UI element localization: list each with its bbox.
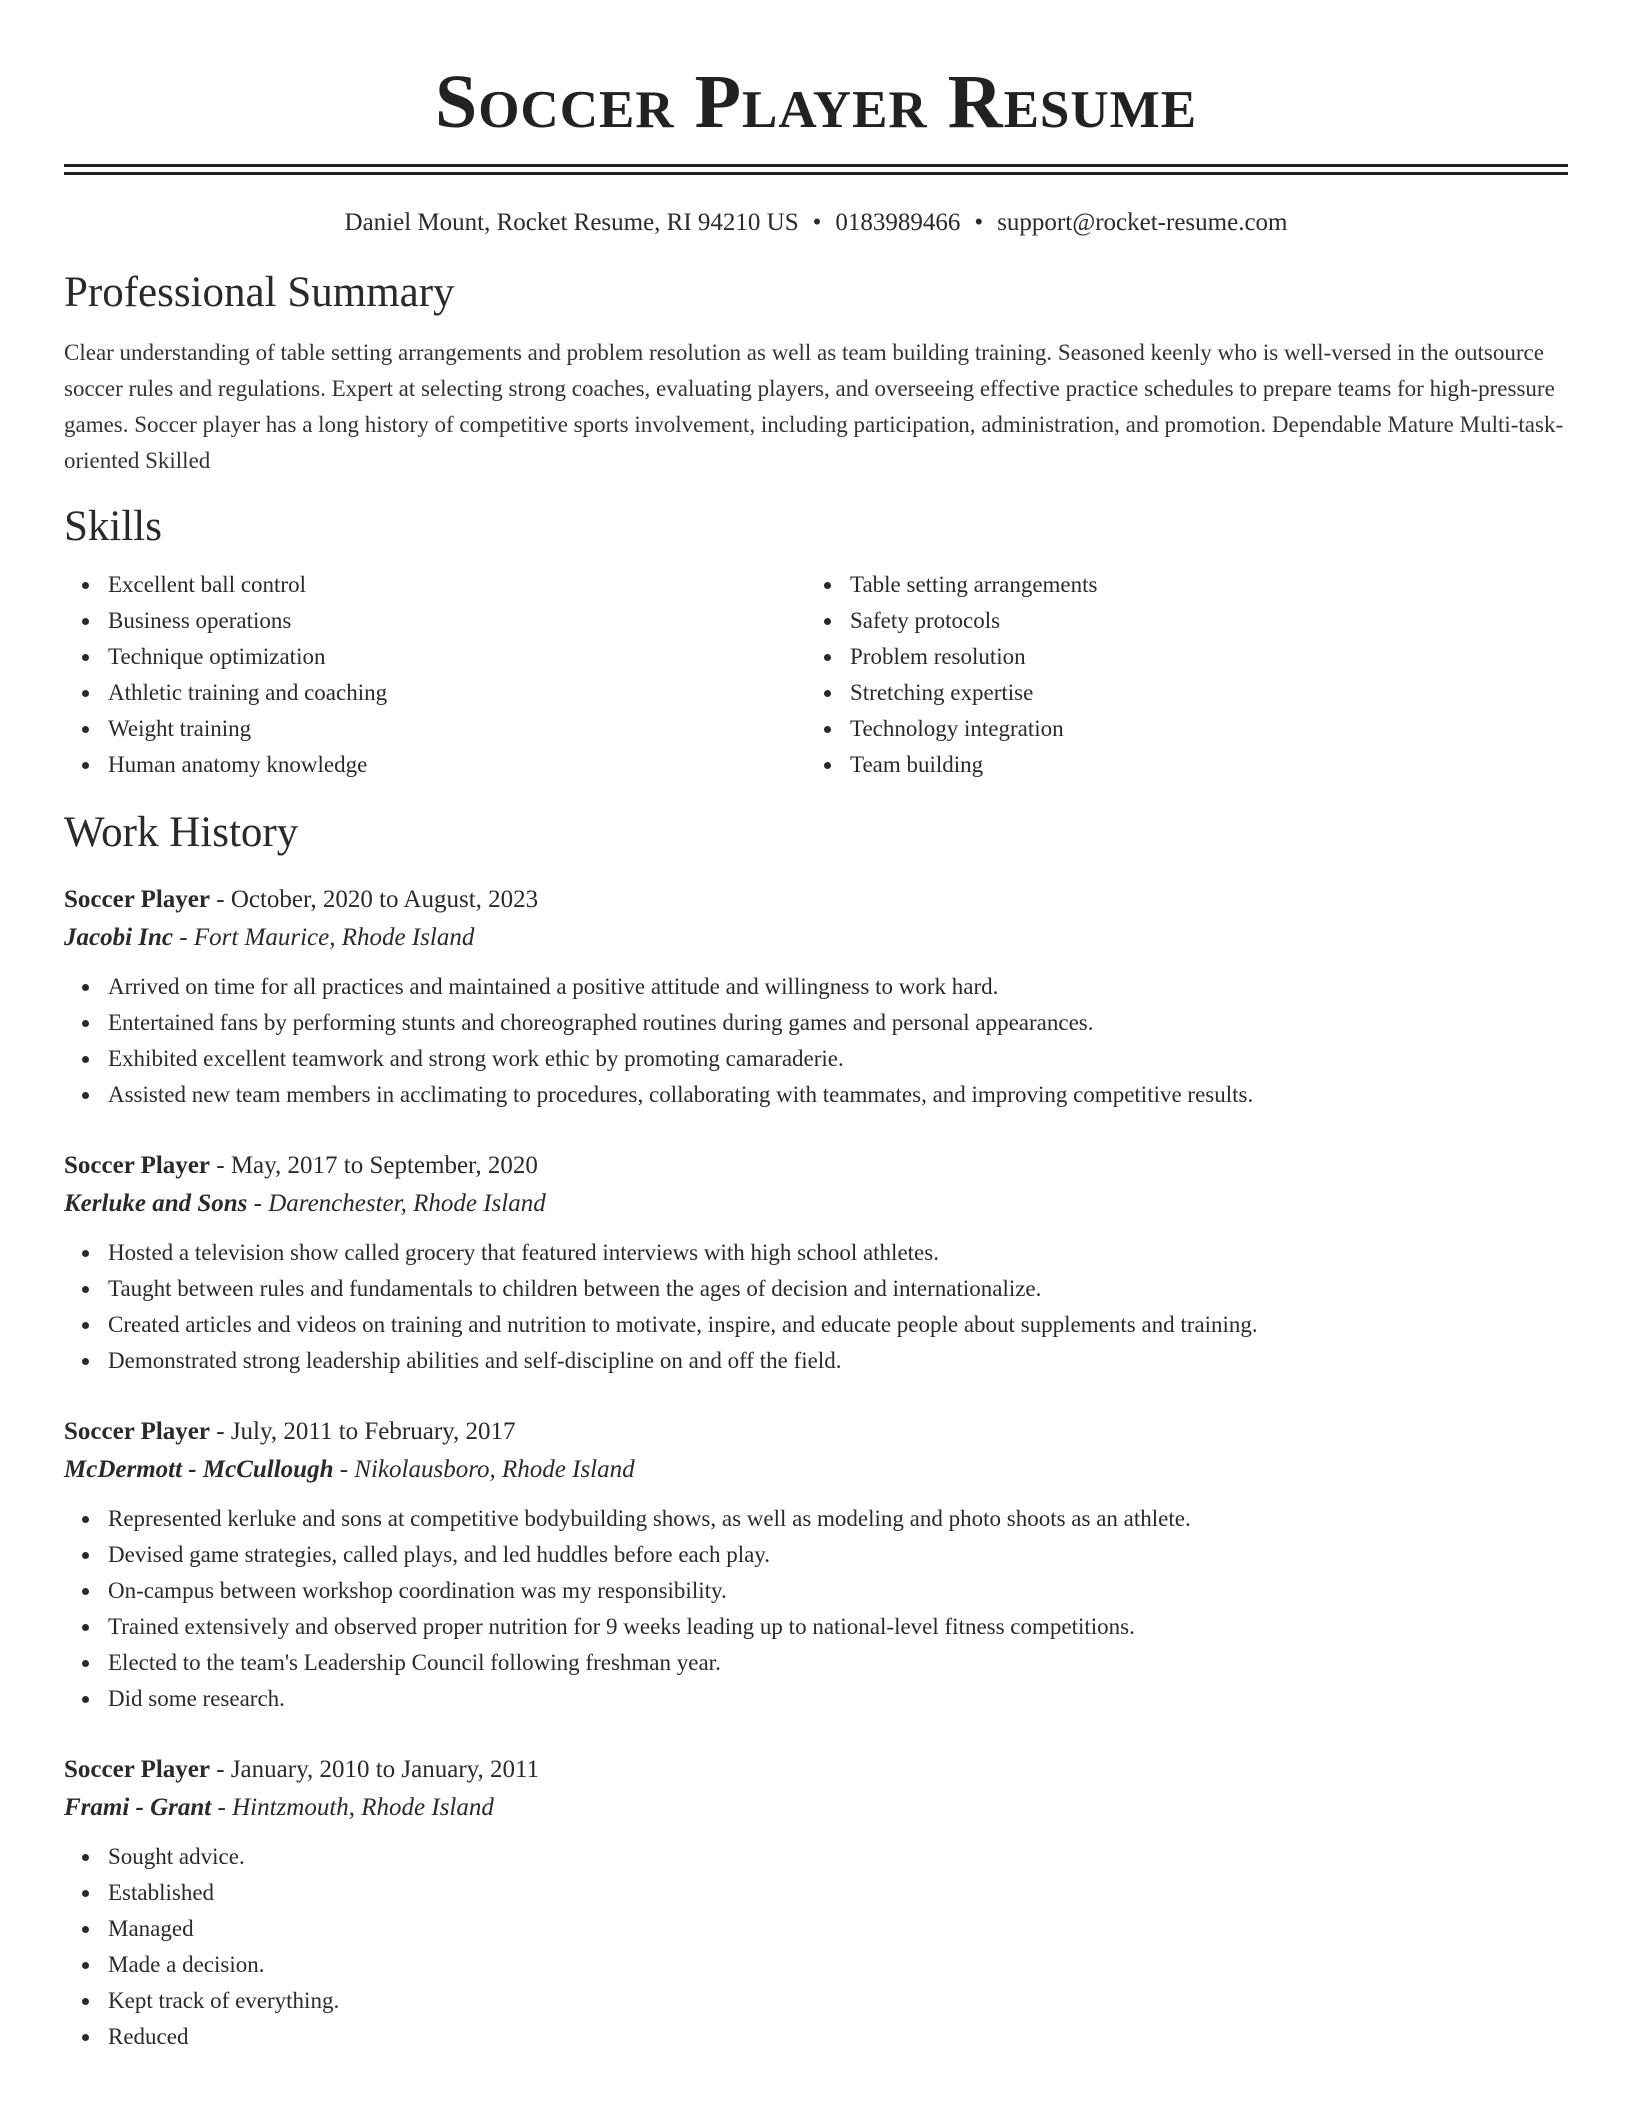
job-bullet: Did some research. <box>108 1681 1568 1717</box>
job-bullets <box>64 969 1568 1113</box>
skill-item: Table setting arrangements <box>850 567 1548 603</box>
contact-phone: 0183989466 <box>835 209 961 236</box>
job-bullet: Trained extensively and observed proper nutrition for 9 weeks leading up to national-level fitness competitions. <box>108 1609 1568 1645</box>
job-bullet: Elected to the team's Leadership Council following freshman year. <box>108 1645 1568 1681</box>
company-location: - Fort Maurice, Rhode Island <box>173 924 475 951</box>
company-name: Kerluke and Sons <box>64 1190 248 1217</box>
skill-item: Technique optimization <box>108 639 806 675</box>
contact-line <box>64 207 1568 239</box>
skill-item: Weight training <box>108 711 806 747</box>
resume-title: Soccer Player Resume <box>434 60 1198 144</box>
job-title-line <box>64 1413 1568 1451</box>
skill-item: Problem resolution <box>850 639 1548 675</box>
job-bullet: Arrived on time for all practices and maintained a positive attitude and willingness to work hard. <box>108 969 1568 1005</box>
job-bullet: Represented kerluke and sons at competitive bodybuilding shows, as well as modeling and photo shoots as an athlete. <box>108 1501 1568 1537</box>
contact-separator: • <box>974 209 984 236</box>
job-bullet: Demonstrated strong leadership abilities and self-discipline on and off the field. <box>108 1343 1568 1379</box>
skills-grid <box>64 567 1568 783</box>
job-title-line <box>64 1751 1568 1789</box>
company-location: - Darenchester, Rhode Island <box>247 1190 546 1217</box>
company-location: - Nikolausboro, Rhode Island <box>333 1456 635 1483</box>
job-bullet: Managed <box>108 1911 1568 1947</box>
skill-item: Human anatomy knowledge <box>108 747 806 783</box>
skill-item: Team building <box>850 747 1548 783</box>
company-location: - Hintzmouth, Rhode Island <box>211 1794 494 1821</box>
job-bullet: Devised game strategies, called plays, and led huddles before each play. <box>108 1537 1568 1573</box>
skill-item: Technology integration <box>850 711 1548 747</box>
skill-item: Stretching expertise <box>850 675 1548 711</box>
job-entry <box>64 1147 1568 1379</box>
company-line <box>64 1185 1568 1223</box>
job-title-line <box>64 1147 1568 1185</box>
skill-item: Athletic training and coaching <box>108 675 806 711</box>
job-dates: - July, 2011 to February, 2017 <box>210 1418 516 1445</box>
job-dates: - October, 2020 to August, 2023 <box>210 886 539 913</box>
job-bullet: Created articles and videos on training and nutrition to motivate, inspire, and educate people about supplements and training. <box>108 1307 1568 1343</box>
job-entry <box>64 881 1568 1113</box>
skills-heading: Skills <box>64 503 162 550</box>
skill-item: Safety protocols <box>850 603 1548 639</box>
job-title: Soccer Player <box>64 1756 210 1783</box>
skill-item: Business operations <box>108 603 806 639</box>
job-bullet: On-campus between workshop coordination was my responsibility. <box>108 1573 1568 1609</box>
company-line <box>64 919 1568 957</box>
job-bullet: Established <box>108 1875 1568 1911</box>
resume-page <box>64 0 1568 2055</box>
job-bullets <box>64 1501 1568 1717</box>
job-bullet: Assisted new team members in acclimating to procedures, collaborating with teammates, and improving competitive results. <box>108 1077 1568 1113</box>
job-title: Soccer Player <box>64 1152 210 1179</box>
title-divider-bottom <box>64 172 1568 175</box>
job-bullets <box>64 1235 1568 1379</box>
job-bullet: Entertained fans by performing stunts and choreographed routines during games and personal appearances. <box>108 1005 1568 1041</box>
company-line <box>64 1789 1568 1827</box>
company-name: Frami - Grant <box>64 1794 212 1821</box>
skill-item: Excellent ball control <box>108 567 806 603</box>
summary-text: Clear understanding of table setting arrangements and problem resolution as well as team building training. Seasoned keenly who is well-versed in the outsource soccer rules and regulations. Expert at selecting strong coaches, evaluating players, and overseeing effective practice schedules to prepare teams for high-pressure games. Soccer player has a long history of competitive sports involvement, including participation, administration, and promotion. Dependable Mature Multi-task-oriented Skilled <box>64 340 1564 473</box>
title-divider-top <box>64 164 1568 167</box>
company-name: Jacobi Inc <box>64 924 174 951</box>
job-title: Soccer Player <box>64 886 210 913</box>
job-entry <box>64 1413 1568 1717</box>
job-bullet: Exhibited excellent teamwork and strong work ethic by promoting camaraderie. <box>108 1041 1568 1077</box>
company-name: McDermott - McCullough <box>64 1456 334 1483</box>
skills-list-right <box>806 567 1548 783</box>
job-bullet: Taught between rules and fundamentals to children between the ages of decision and internationalize. <box>108 1271 1568 1307</box>
company-line <box>64 1451 1568 1489</box>
work-history-heading: Work History <box>64 809 299 856</box>
contact-address: Daniel Mount, Rocket Resume, RI 94210 US <box>344 209 799 236</box>
job-bullet: Hosted a television show called grocery that featured interviews with high school athletes. <box>108 1235 1568 1271</box>
job-dates: - January, 2010 to January, 2011 <box>210 1756 540 1783</box>
contact-email: support@rocket-resume.com <box>997 209 1288 236</box>
job-bullets <box>64 1839 1568 2055</box>
job-bullet: Kept track of everything. <box>108 1983 1568 2019</box>
summary-heading: Professional Summary <box>64 269 455 316</box>
job-bullet: Sought advice. <box>108 1839 1568 1875</box>
job-entry <box>64 1751 1568 2055</box>
contact-separator: • <box>812 209 822 236</box>
job-bullet: Reduced <box>108 2019 1568 2055</box>
job-title-line <box>64 881 1568 919</box>
job-title: Soccer Player <box>64 1418 210 1445</box>
job-dates: - May, 2017 to September, 2020 <box>210 1152 538 1179</box>
job-bullet: Made a decision. <box>108 1947 1568 1983</box>
skills-list-left <box>64 567 806 783</box>
